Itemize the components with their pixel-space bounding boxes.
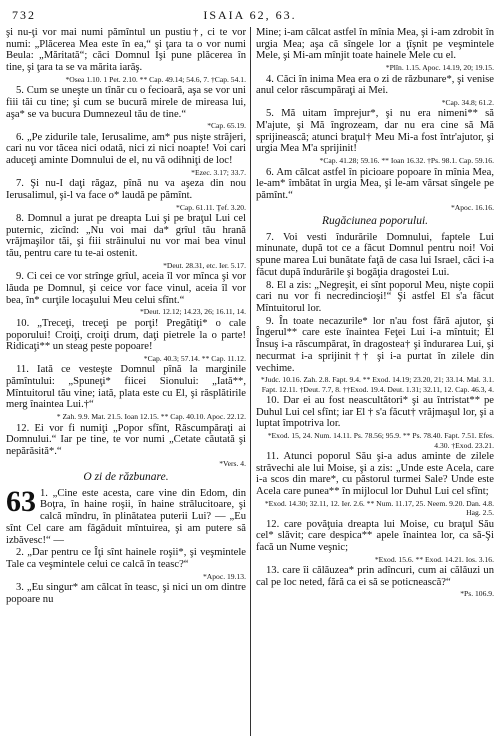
footnote-references: *Apoc. 16.16.	[450, 202, 494, 212]
footnote-references: *Cap. 65.19.	[207, 121, 246, 131]
continued-verse: Mine; i-am călcat astfel în mînia Mea, şi i-am zdrobit în urgia Mea; aşa că sîngele lor a ţîşnit pe veşmintele Mele, şi Mi-am mînjit toate hainele Mele cu el.	[256, 27, 494, 62]
verse: 12. Ei vor fi numiţi „Popor sfînt, Răscumpăraţi ai Domnului.“ Iar pe tine, te vor numi „Cetate căutată şi nepărăsită*.“	[6, 422, 246, 457]
footnote-references: *Cap. 34.8; 61.2.	[441, 97, 494, 107]
verse: 5. Cum se uneşte un tînăr cu o fecioară, aşa se vor uni fiii tăi cu tine; şi cum se bucură mirele de mireasa lui, aşa* se va bucura Dumnezeul tău de tine.“	[6, 85, 246, 120]
chapter-start	[6, 484, 246, 547]
column-divider	[250, 27, 251, 736]
verse: 12. care povăţuia dreapta lui Moise, cu braţul Său cel* slăvit; care despica** apele înaintea lor, ca să-Şi facă un Nume veşnic;	[256, 518, 494, 553]
continued-verse: şi nu-ţi vor mai numi pămîntul un pustiu†, ci te vor numi: „Plăcerea Mea este în ea,“ şi ţara ta o vor numi Beula: „Măritată“; căci Domnul Işi pune plăcerea în tine, şi ţara ta se va mărita iarăş.	[6, 27, 246, 74]
right-column	[256, 27, 494, 738]
footnote-references: *Ezec. 3.17; 33.7.	[191, 167, 246, 177]
page-number: 732	[12, 8, 36, 22]
verse: 6. Am călcat astfel în picioare popoare în mînia Mea, le-am* îmbătat în urgia Mea, şi le-am vărsat sîngele pe pămînt.“	[256, 166, 494, 201]
section-heading: Rugăciunea poporului.	[321, 215, 429, 228]
running-title: ISAIA 62, 63.	[203, 8, 297, 22]
footnote-references: *Exod. 15.6. ** Exod. 14.21. Ios. 3.16.	[374, 554, 494, 564]
verse: 3. „Eu singur* am călcat în teasc, şi nici un om dintre popoare nu	[6, 582, 246, 605]
verse: 7. Şi nu-I daţi răgaz, pînă nu va aşeza din nou Ierusalimul, şi-l va face o* laudă pe pămînt.	[6, 178, 246, 201]
verse: 10. Dar ei au fost neascultători* şi au întristat** pe Duhul Lui cel sfînt; iar El † s'a făcut† vrăjmaşul lor, şi a luptat împotriva lor.	[256, 395, 494, 430]
verse: 4. Căci în inima Mea era o zi de răzbunare*, şi venise anul celor răscumpăraţi ai Mei.	[256, 73, 494, 97]
footnote-references: *Osea 1.10. 1 Pet. 2.10. ** Cap. 49.14; 54.6, 7. †Cap. 54.1.	[65, 74, 246, 84]
verse: 7. Voi vesti îndurările Domnului, faptele Lui minunate, după tot ce a făcut Domnul pentru noi! Voi spune marea Lui bunătate faţă de casa lui Israel, căci i-a făcut după îndurările şi bogăţia dragostei Lui.	[256, 231, 494, 278]
verse: 9. Ci cei ce vor strînge grîul, aceia îl vor mînca şi vor lăuda pe Domnul, şi ceice vor face vinul, aceia îl vor bea, în* curţile locaşului Meu celui sfînt.“	[6, 271, 246, 306]
footnote-references: *Plîn. 1.15. Apoc. 14.19, 20; 19.15.	[385, 63, 494, 73]
footnote-references: *Judc. 10.16. Zah. 2.8. Fapt. 9.4. ** Exod. 14.19; 23.20, 21; 33.14. Mal. 3.1. Fapt. 12.11. †Deut. 7.7, 8. ††Exod. 19.4. Deut. 1.31; 32.11, 12. Cap. 46.3, 4.	[260, 375, 494, 394]
section-heading: O zi de răzbunare.	[83, 471, 169, 484]
footnote-references: *Apoc. 19.13.	[202, 571, 246, 581]
verse: 8. El a zis: „Negreşit, ei sînt poporul Meu, nişte copii cari nu vor fi necredincioşi!“ Şi astfel El s'a făcut Mîntuitorul lor.	[256, 279, 494, 314]
verse-text: 1. „Cine este acesta, care vine din Edom, din Boţra, în haine roşii, în haine strălucitoare, şi calcă mîndru, în plinătatea puterii Lui? — „Eu sînt Cel care am făgăduit mîntuirea, şi am putere să izbăvesc!“ —	[6, 487, 246, 546]
verse: 5. Mă uitam împrejur*, şi nu era nimeni** să M'ajute, şi Mă îngrozeam, dar nu era cine să Mă sprijinească; atunci braţul† Meu Mi-a fost într'ajutor, şi urgia Mea M'a sprijinit!	[256, 108, 494, 155]
footnote-references: *Vers. 4.	[219, 458, 246, 468]
verse: 11. Atunci poporul Său şi-a adus aminte de zilele străvechi ale lui Moise, şi a zis: „Unde este Acela, care i-a scos din mare*, cu păstorul turmei Sale? Unde este Acela care punea** în mijlocul lor Duhul Lui cel sfînt;	[256, 450, 494, 498]
footnote-references: *Cap. 40.3; 57.14. ** Cap. 11.12.	[143, 353, 246, 363]
footnote-references: * Zah. 9.9. Mat. 21.5. Ioan 12.15. ** Cap. 40.10. Apoc. 22.12.	[56, 412, 246, 422]
footnote-references: *Exod. 14.30; 32.11, 12. Ier. 2.6. ** Num. 11.17, 25. Neem. 9.20. Dan. 4.8. Hag. 2.5.	[264, 498, 494, 518]
verse: 9. În toate necazurile* lor n'au fost fără ajutor, şi Îngerul** care este înaintea Feţei Lui i-a mîntuit; El Însuş i-a răscumpărat, în dragostea† şi îndurarea Lui, şi necurmat i-a sprijinit†† şi i-a purtat în zilele din vechime.	[256, 315, 494, 374]
footnote-references: *Ps. 106.9.	[460, 589, 494, 599]
verse: 11. Iată ce vesteşte Domnul pînă la marginile pămîntului: „Spuneţi* fiicei Sionului: „Iată**, Mîntuitorul tău vine; iată, plata este cu El, şi răsplătirile merg înaintea Lui.†“	[6, 364, 246, 411]
footnote-references: *Deut. 28.31, etc. Ier. 5.17.	[163, 260, 246, 270]
chapter-number: 63	[6, 484, 36, 518]
footnote-references: *Deut. 12.12; 14.23, 26; 16.11, 14.	[139, 307, 246, 317]
footnote-references: *Exod. 15, 24. Num. 14.11. Ps. 78.56; 95.9. ** Ps. 78.40. Fapt. 7.51. Efes. 4.30. †Exod. 23.21.	[267, 431, 494, 450]
verse: 10. „Treceţi, treceţi pe porţi! Pregătiţi* o cale poporului! Croiţi, croiţi drum, daţi pietrele la o parte! Ridicaţi** un steag peste popoare!	[6, 317, 246, 353]
verse: 2. „Dar pentru ce Îţi sînt hainele roşii*, şi veşmintele Tale ca veşmintele celui ce calcă în teasc?“	[6, 547, 246, 570]
footnote-references: *Cap. 41.28; 59.16. ** Ioan 16.32. †Ps. 98.1. Cap. 59.16.	[319, 156, 494, 166]
verse: 6. „Pe zidurile tale, Ierusalime, am* pus nişte străjeri, cari nu vor tăcea nici odată, nici zi nici noapte! Voi cari aduceţi aminte Domnului de el, nu vă odihniţi de loc!	[6, 131, 246, 167]
left-column	[6, 27, 246, 738]
page-header	[10, 8, 490, 24]
verse: 13. care îi călăuzea* prin adîncuri, cum ai călăuzi un cal pe loc neted, fără ca ei să se poticnească?“	[256, 565, 494, 588]
verse: 8. Domnul a jurat pe dreapta Lui şi pe braţul Lui cel puternic, zicînd: „Nu voi mai da* grîul tău hrană vrăjmaşilor tăi, şi fiii străinului nu vor mai bea vinul tău, pentru care tu te-ai ostenit.	[6, 213, 246, 260]
footnote-references: *Cap. 61.11. Ţef. 3.20.	[176, 202, 246, 212]
